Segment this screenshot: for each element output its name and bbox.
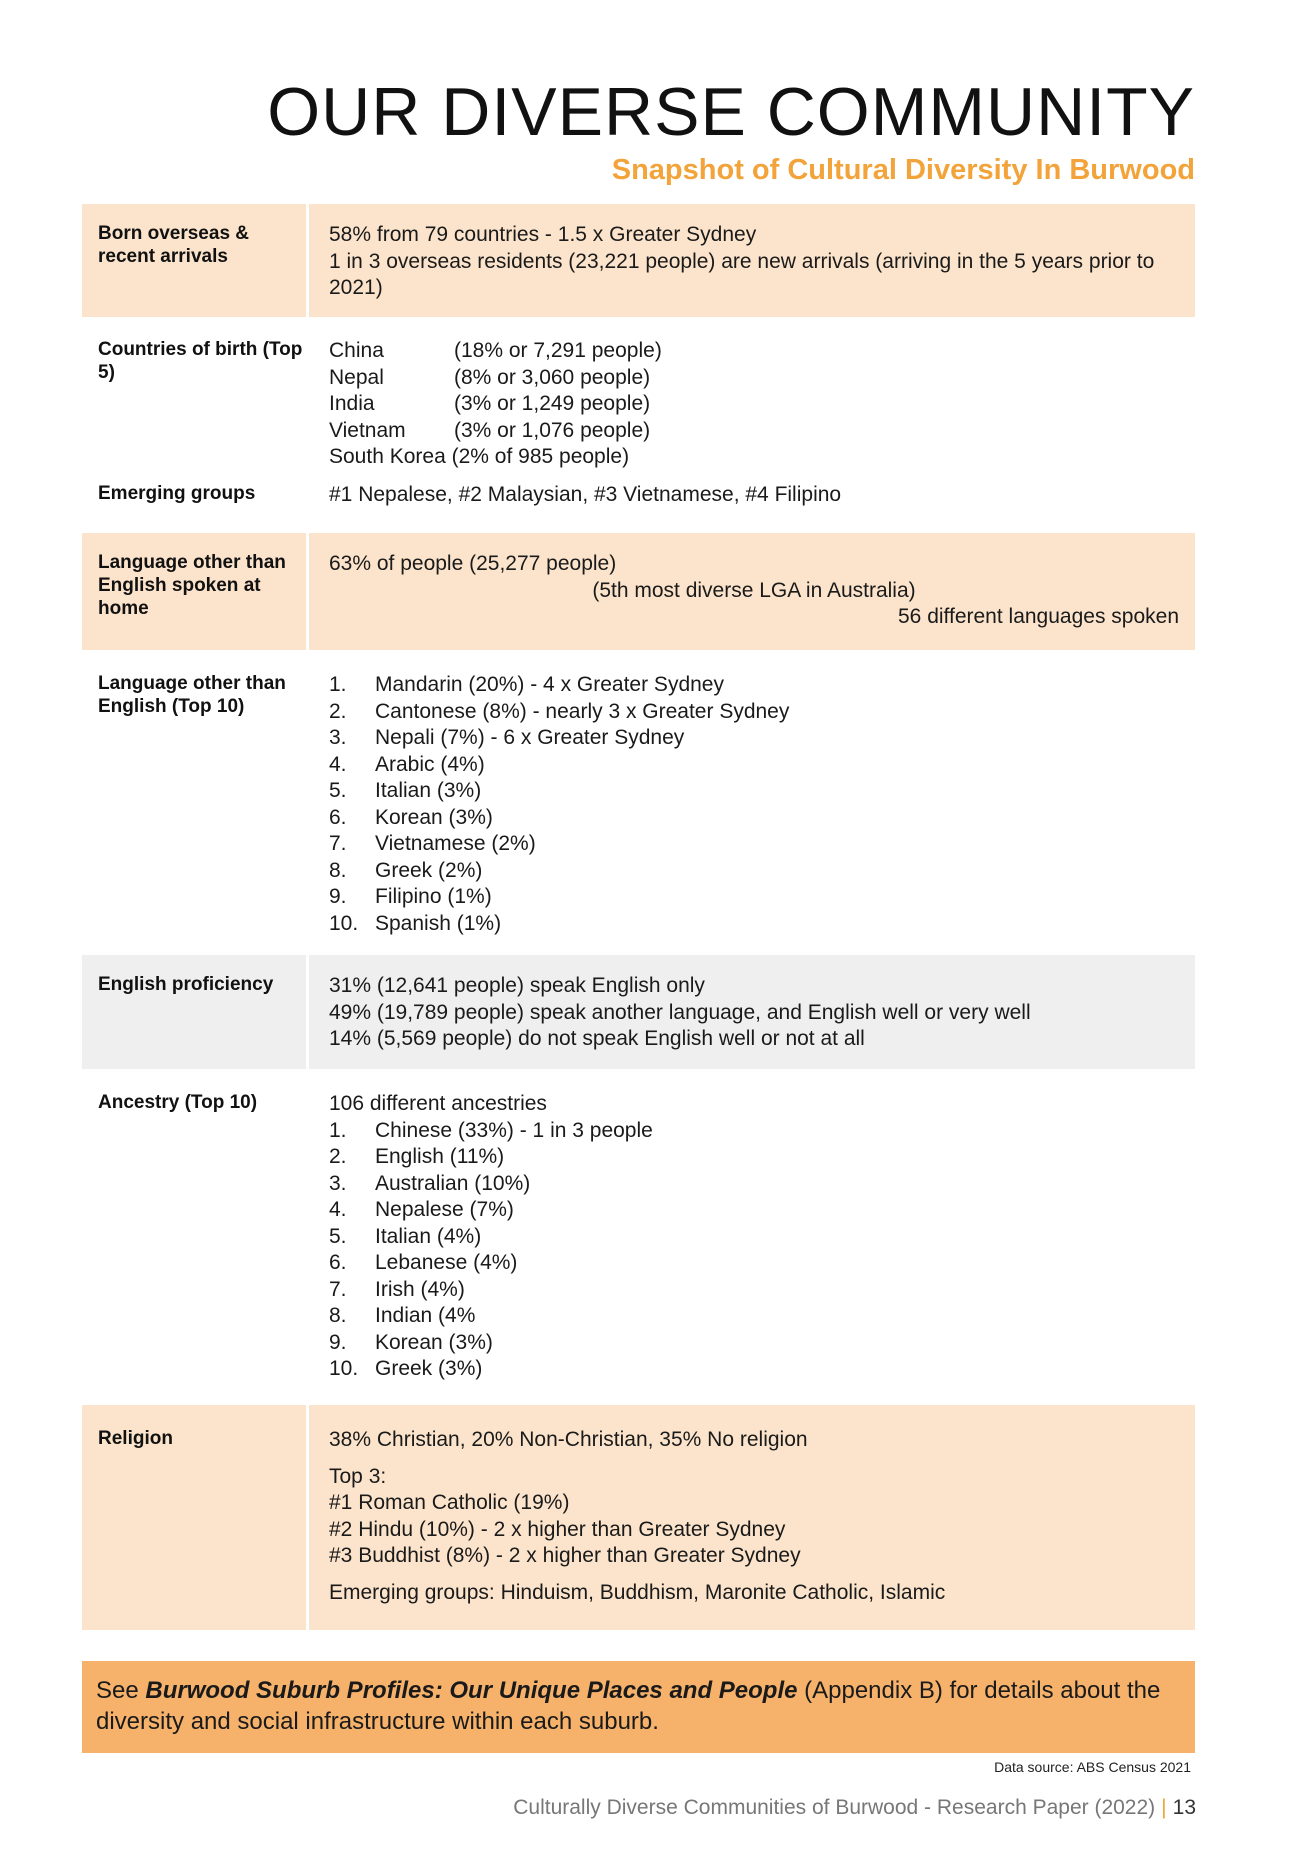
religion-line-1: 38% Christian, 20% Non-Christian, 35% No religion [329, 1428, 808, 1451]
country-item [329, 444, 1179, 471]
diversity-table [82, 204, 1195, 1630]
list-item: 6. Lebanese (4%) [329, 1251, 518, 1274]
list-item: 3. Nepali (7%) - 6 x Greater Sydney [329, 726, 685, 749]
row-religion [82, 1405, 1195, 1630]
row-content [306, 471, 1195, 533]
country-detail: (2% of 985 people) [451, 445, 630, 468]
religion-top3-item: #1 Roman Catholic (19%) [329, 1491, 570, 1514]
row-content [306, 204, 1195, 317]
row-label: Countries of birth (Top 5) [98, 339, 303, 383]
list-item: 3. Australian (10%) [329, 1171, 531, 1195]
list-item: 9. Filipino (1%) [329, 885, 492, 908]
country-name: Nepal [329, 365, 384, 389]
country-detail: (3% or 1,249 people) [454, 392, 651, 415]
religion-top3-item: #3 Buddhist (8%) - 2 x higher than Greater Sydney [329, 1544, 801, 1567]
emerging-groups-text: #1 Nepalese, #2 Malaysian, #3 Vietnamese, #4 Filipino [329, 483, 842, 506]
callout-text: (Appendix B) for details about the diversity and social infrastructure within each suburb. [96, 1677, 1161, 1735]
country-detail: (3% or 1,076 people) [454, 418, 651, 442]
list-item: 8. Greek (2%) [329, 858, 483, 882]
country-item [329, 418, 1179, 445]
list-item: 9. Korean (3%) [329, 1330, 493, 1354]
lote-home-line-2: (5th most diverse LGA in Australia) [592, 578, 916, 602]
row-lote-top10 [82, 650, 1195, 955]
footer-text: Culturally Diverse Communities of Burwood - Research Paper (2022) [513, 1796, 1156, 1819]
row-label: Ancestry (Top 10) [98, 1092, 258, 1113]
country-name: China [329, 339, 384, 362]
callout-text: See [96, 1677, 146, 1704]
list-item: 4. Nepalese (7%) [329, 1198, 514, 1221]
list-item: 10. Spanish (1%) [329, 911, 502, 935]
country-item [329, 391, 1179, 418]
religion-top3-heading: Top 3: [329, 1464, 387, 1488]
footer-separator: | [1161, 1796, 1167, 1819]
list-item: 5. Italian (3%) [329, 779, 482, 802]
row-content [306, 1405, 1195, 1630]
row-born-overseas [82, 204, 1195, 317]
list-item: 7. Vietnamese (2%) [329, 832, 536, 855]
born-overseas-line-1: 58% from 79 countries - 1.5 x Greater Sydney [329, 223, 757, 246]
list-item: 10. Greek (3%) [329, 1357, 483, 1380]
country-detail: (8% or 3,060 people) [454, 365, 651, 389]
data-source: Data source: ABS Census 2021 [994, 1759, 1191, 1775]
row-label: Emerging groups [98, 483, 256, 504]
country-name: Vietnam [329, 418, 406, 442]
english-line-3: 14% (5,569 people) do not speak English well or not at all [329, 1027, 865, 1050]
callout-emphasis: Burwood Suburb Profiles: Our Unique Places and People [145, 1677, 798, 1704]
english-line-1: 31% (12,641 people) speak English only [329, 974, 705, 997]
page-number: 13 [1172, 1796, 1196, 1819]
row-lote-home [82, 533, 1195, 650]
row-ancestry [82, 1069, 1195, 1405]
religion-top3-item: #2 Hindu (10%) - 2 x higher than Greater Sydney [329, 1517, 786, 1541]
country-item [329, 338, 1179, 365]
row-countries-of-birth [82, 317, 1195, 471]
list-item: 8. Indian (4% [329, 1304, 476, 1327]
row-label: Language other than English spoken at home [98, 552, 286, 619]
row-english-proficiency [82, 955, 1195, 1069]
row-content [306, 955, 1195, 1069]
lote-home-line-3: 56 different languages spoken [898, 605, 1179, 628]
list-item: 2. Cantonese (8%) - nearly 3 x Greater Sydney [329, 699, 790, 723]
list-item: 1. Mandarin (20%) - 4 x Greater Sydney [329, 673, 724, 696]
row-emerging-groups [82, 471, 1195, 533]
row-label: Born overseas & recent arrivals [98, 223, 250, 267]
row-label: English proficiency [98, 974, 274, 995]
list-item: 4. Arabic (4%) [329, 752, 485, 776]
list-item: 5. Italian (4%) [329, 1224, 482, 1248]
english-line-2: 49% (19,789 people) speak another language, and English well or very well [329, 1000, 1031, 1024]
page-footer [513, 1796, 1196, 1820]
list-item: 7. Irish (4%) [329, 1277, 465, 1301]
born-overseas-line-2: 1 in 3 overseas residents (23,221 people) are new arrivals (arriving in the 5 years prior to 2021) [329, 249, 1155, 299]
row-content [306, 1069, 1195, 1405]
list-item: 2. English (11%) [329, 1145, 505, 1168]
lote-home-line-1: 63% of people (25,277 people) [329, 552, 617, 575]
country-name: India [329, 392, 375, 415]
language-list [329, 672, 1179, 937]
ancestry-intro: 106 different ancestries [329, 1092, 547, 1115]
row-label: Religion [98, 1428, 173, 1449]
suburb-profiles-callout [82, 1661, 1195, 1753]
page-title: OUR DIVERSE COMMUNITY [267, 74, 1195, 150]
row-content [306, 533, 1195, 650]
page-subtitle: Snapshot of Cultural Diversity In Burwood [611, 154, 1195, 186]
list-item: 1. Chinese (33%) - 1 in 3 people [329, 1118, 653, 1142]
country-name: South Korea [329, 445, 446, 468]
row-content [306, 650, 1195, 955]
religion-emerging: Emerging groups: Hinduism, Buddhism, Maronite Catholic, Islamic [329, 1580, 946, 1604]
ancestry-list [329, 1118, 1179, 1383]
row-content [306, 317, 1195, 471]
list-item: 6. Korean (3%) [329, 805, 493, 829]
row-label: Language other than English (Top 10) [98, 673, 286, 717]
country-item [329, 365, 1179, 392]
country-detail: (18% or 7,291 people) [454, 339, 662, 362]
